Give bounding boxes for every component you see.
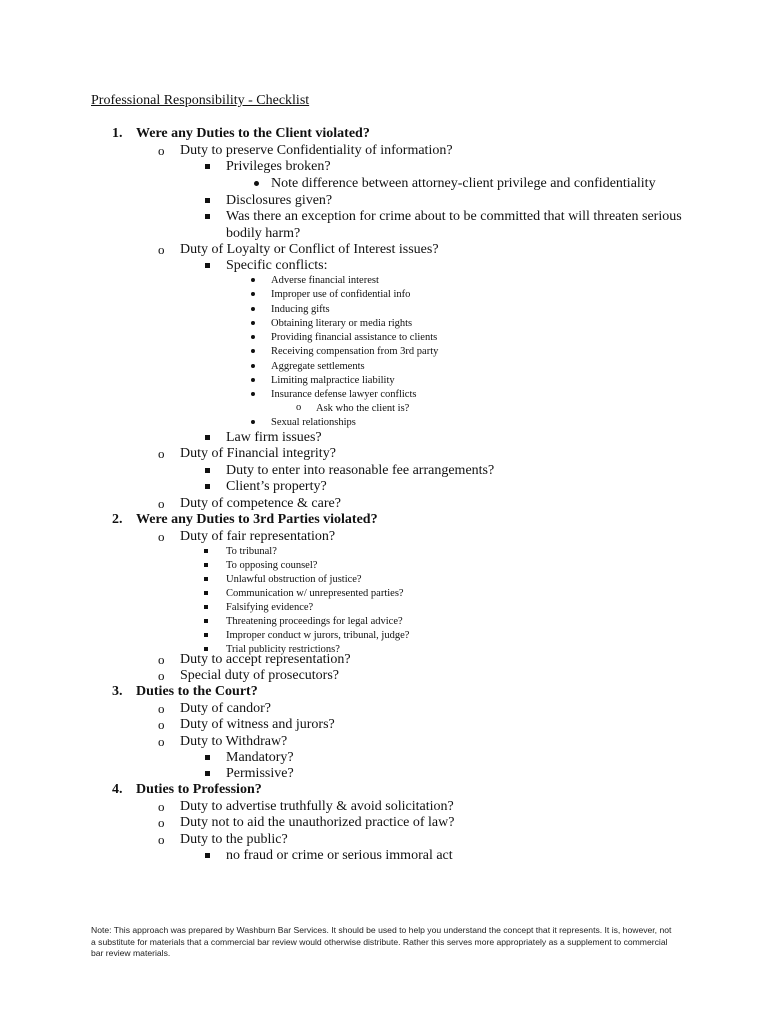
list-item: Trial publicity restrictions? <box>226 644 340 655</box>
page-title: Professional Responsibility - Checklist <box>91 93 310 108</box>
list-item: Duty to enter into reasonable fee arrangements? <box>226 463 495 478</box>
list-number: 4. <box>112 782 123 797</box>
hollow-bullet-icon: o <box>158 799 165 814</box>
list-item: Duty to the public? <box>180 832 288 847</box>
square-bullet-icon <box>205 214 210 219</box>
list-item: Duty to advertise truthfully & avoid solicitation? <box>180 799 454 814</box>
square-bullet-icon <box>205 771 210 776</box>
list-item: Permissive? <box>226 766 294 781</box>
list-item: Special duty of prosecutors? <box>180 668 340 683</box>
section-heading: Were any Duties to the Client violated? <box>136 126 370 141</box>
list-item: Duty of Financial integrity? <box>180 446 336 461</box>
hollow-bullet-icon: o <box>158 143 165 158</box>
round-bullet-icon <box>251 420 255 424</box>
list-item: Duty of witness and jurors? <box>180 717 335 732</box>
section-heading: Were any Duties to 3rd Parties violated? <box>136 512 378 527</box>
list-item: Improper use of confidential info <box>271 289 411 300</box>
list-item: Limiting malpractice liability <box>271 375 395 386</box>
list-item: Privileges broken? <box>226 159 331 174</box>
hollow-bullet-icon: o <box>158 717 165 732</box>
list-number: 1. <box>112 126 123 141</box>
list-item: Duty to Withdraw? <box>180 734 288 749</box>
list-item: bodily harm? <box>226 226 301 241</box>
list-item: To opposing counsel? <box>226 560 318 571</box>
hollow-bullet-icon: o <box>158 652 165 667</box>
list-number: 2. <box>112 512 123 527</box>
list-item: Improper conduct w jurors, tribunal, judge? <box>226 630 410 641</box>
list-item: Communication w/ unrepresented parties? <box>226 588 404 599</box>
square-bullet-icon <box>205 755 210 760</box>
square-bullet-icon <box>204 605 208 609</box>
hollow-bullet-icon: o <box>158 496 165 511</box>
list-item: Was there an exception for crime about to be committed that will threaten serious <box>226 209 682 224</box>
round-bullet-icon <box>251 321 255 325</box>
list-item: Duty to preserve Confidentiality of information? <box>180 143 453 158</box>
square-bullet-icon <box>205 468 210 473</box>
list-item: Adverse financial interest <box>271 275 379 286</box>
hollow-bullet-icon: o <box>158 242 165 257</box>
hollow-bullet-icon: o <box>158 815 165 830</box>
list-item: Sexual relationships <box>271 417 356 428</box>
list-item: Duty of candor? <box>180 701 271 716</box>
list-item: Ask who the client is? <box>316 403 410 414</box>
list-item: Obtaining literary or media rights <box>271 318 413 329</box>
list-item: Providing financial assistance to clients <box>271 332 438 343</box>
list-item: Mandatory? <box>226 750 294 765</box>
list-item: Duty of competence & care? <box>180 496 341 511</box>
list-item: Disclosures given? <box>226 193 333 208</box>
list-item: Specific conflicts: <box>226 258 328 273</box>
list-item: Duty to accept representation? <box>180 652 351 667</box>
list-item: Threatening proceedings for legal advice? <box>226 616 403 627</box>
list-item: Receiving compensation from 3rd party <box>271 346 439 357</box>
list-item: no fraud or crime or serious immoral act <box>226 848 453 863</box>
round-bullet-icon <box>251 335 255 339</box>
list-item: Aggregate settlements <box>271 361 365 372</box>
hollow-bullet-icon: o <box>158 832 165 847</box>
list-item: Falsifying evidence? <box>226 602 314 613</box>
square-bullet-icon <box>205 853 210 858</box>
square-bullet-icon <box>205 435 210 440</box>
round-bullet-icon <box>251 364 255 368</box>
list-item: Insurance defense lawyer conflicts <box>271 389 417 400</box>
hollow-bullet-icon: o <box>158 529 165 544</box>
square-bullet-icon <box>204 633 208 637</box>
square-bullet-icon <box>204 563 208 567</box>
list-item: Note difference between attorney-client privilege and confidentiality <box>271 176 656 191</box>
list-item: Inducing gifts <box>271 304 330 315</box>
section-heading: Duties to the Court? <box>136 684 258 699</box>
round-bullet-icon <box>254 181 259 186</box>
square-bullet-icon <box>204 577 208 581</box>
list-item: To tribunal? <box>226 546 277 557</box>
list-number: 3. <box>112 684 123 699</box>
list-item: Unlawful obstruction of justice? <box>226 574 362 585</box>
hollow-bullet-icon: o <box>158 734 165 749</box>
square-bullet-icon <box>205 263 210 268</box>
round-bullet-icon <box>251 307 255 311</box>
square-bullet-icon <box>205 164 210 169</box>
square-bullet-icon <box>204 647 208 651</box>
list-item: Law firm issues? <box>226 430 322 445</box>
section-heading: Duties to Profession? <box>136 782 262 797</box>
square-bullet-icon <box>205 484 210 489</box>
square-bullet-icon <box>204 591 208 595</box>
hollow-bullet-icon: o <box>296 402 302 413</box>
square-bullet-icon <box>205 198 210 203</box>
square-bullet-icon <box>204 549 208 553</box>
hollow-bullet-icon: o <box>158 446 165 461</box>
square-bullet-icon <box>204 619 208 623</box>
hollow-bullet-icon: o <box>158 668 165 683</box>
footnote: Note: This approach was prepared by Washburn Bar Services. It should be used to help you understand the concept that it represents. It is, however, not a substitute for materials that a commercial bar review would otherwise distribute. Rather this serves more appropriately as a supplement to commercial bar review materials. <box>91 925 672 958</box>
round-bullet-icon <box>251 392 255 396</box>
round-bullet-icon <box>251 349 255 353</box>
list-item: Client’s property? <box>226 479 327 494</box>
round-bullet-icon <box>251 278 255 282</box>
round-bullet-icon <box>251 378 255 382</box>
list-item: Duty of Loyalty or Conflict of Interest issues? <box>180 242 439 257</box>
list-item: Duty of fair representation? <box>180 529 336 544</box>
hollow-bullet-icon: o <box>158 701 165 716</box>
list-item: Duty not to aid the unauthorized practice of law? <box>180 815 455 830</box>
round-bullet-icon <box>251 292 255 296</box>
